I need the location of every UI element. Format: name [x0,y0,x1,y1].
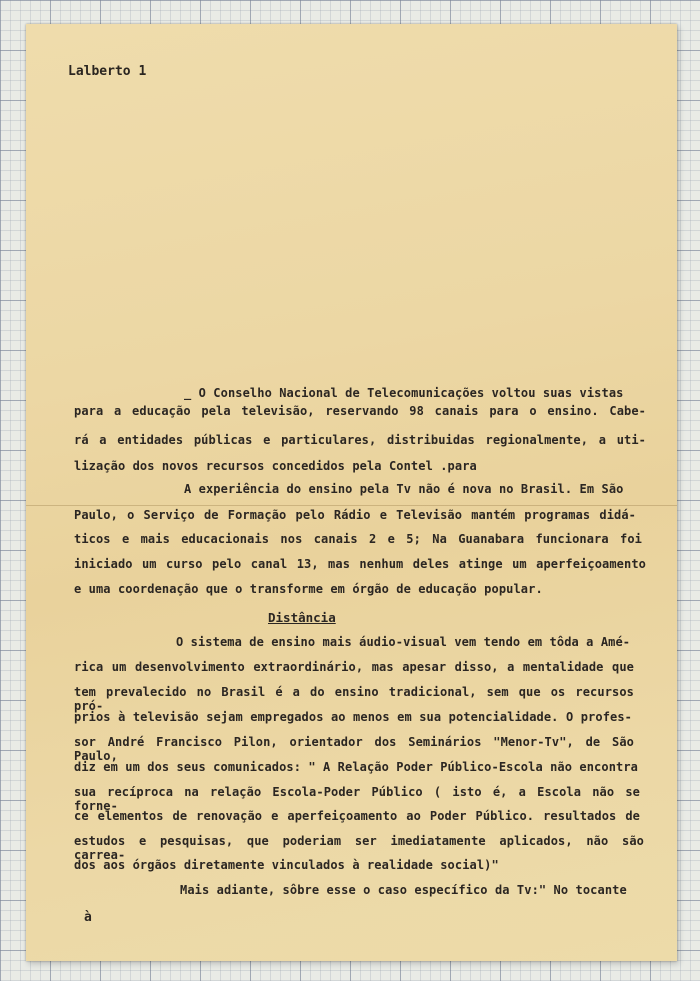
text-line: para a educação pela televisão, reservando 98 canais para o ensino. Cabe- [74,404,646,418]
text-line: iniciado um curso pelo canal 13, mas nenhum deles atinge um aperfeiçoamento [74,557,646,571]
text-line: _ O Conselho Nacional de Telecomunicações voltou suas vistas [184,386,624,400]
text-line: A experiência do ensino pela Tv não é nova no Brasil. Em São [184,482,624,496]
text-line: Mais adiante, sôbre esse o caso específico da Tv:" No tocante [180,883,627,897]
page-header: Lalberto 1 [68,64,147,79]
footer-mark: à [84,910,92,925]
text-line: diz em um dos seus comunicados: " A Relação Poder Público-Escola não encontra [74,760,638,774]
text-line: Paulo, o Serviço de Formação pelo Rádio e Televisão mantém programas didá- [74,508,636,522]
text-line: rá a entidades públicas e particulares, distribuidas regionalmente, a uti- [74,433,646,447]
text-line: dos aos órgãos diretamente vinculados à realidade social)" [74,858,499,872]
text-line: estudos e pesquisas, que poderiam ser imediatamente aplicados, não são carrea- [74,834,644,862]
section-title: Distância [268,610,336,625]
text-line: prios à televisão sejam empregados ao menos em sua potencialidade. O profes- [74,710,632,724]
text-line: sua recíproca na relação Escola-Poder Público ( isto é, a Escola não se forne- [74,785,640,813]
text-line: O sistema de ensino mais áudio-visual vem tendo em tôda a Amé- [176,635,631,649]
paper-fold [26,505,677,506]
text-line: rica um desenvolvimento extraordinário, mas apesar disso, a mentalidade que [74,660,634,674]
text-line: ticos e mais educacionais nos canais 2 e 5; Na Guanabara funcionara foi [74,532,642,546]
text-line: sor André Francisco Pilon, orientador dos Seminários "Menor-Tv", de São Paulo, [74,735,634,763]
text-line: tem prevalecido no Brasil é a do ensino tradicional, sem que os recursos pró- [74,685,634,713]
text-line: e uma coordenação que o transforme em órgão de educação popular. [74,582,543,596]
text-line: ce elementos de renovação e aperfeiçoamento ao Poder Público. resultados de [74,809,640,823]
text-line: lização dos novos recursos concedidos pela Contel .para [74,459,477,473]
